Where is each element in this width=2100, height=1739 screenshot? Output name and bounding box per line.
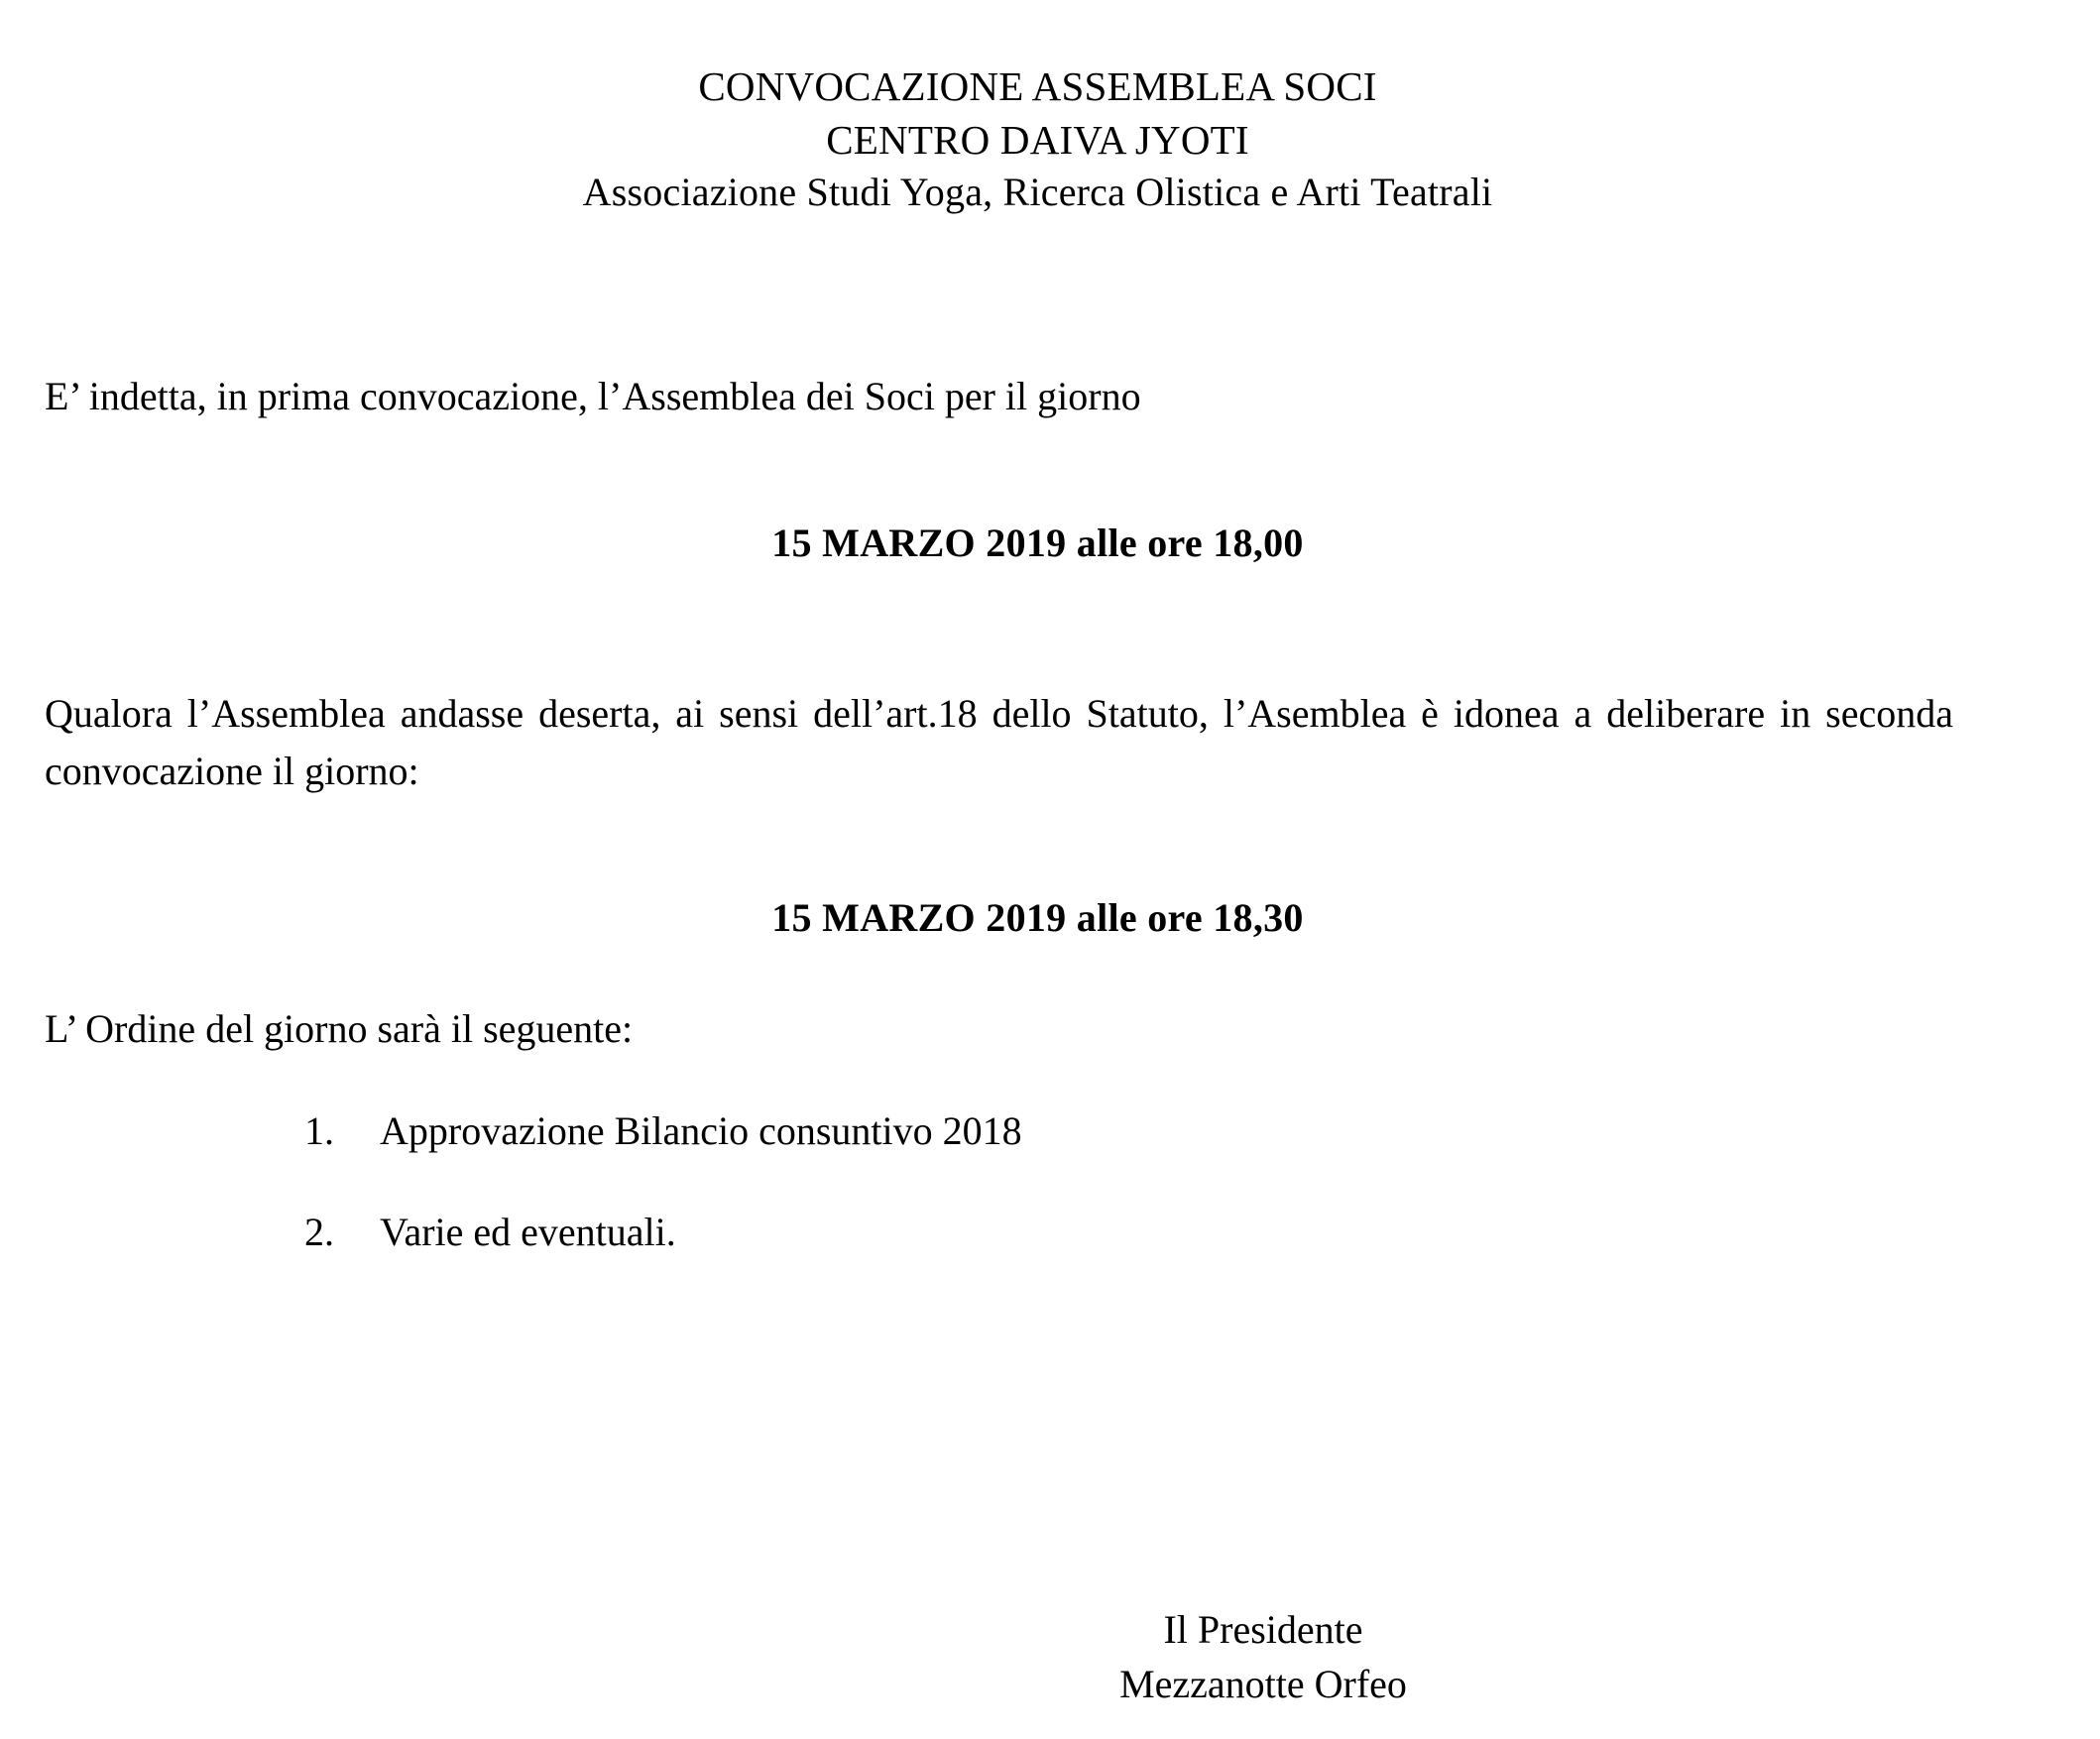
document-header: [45, 59, 2031, 219]
agenda-list: [45, 1103, 2031, 1260]
intro-paragraph: E’ indetta, in prima convocazione, l’Assemblea dei Soci per il giorno: [45, 374, 1141, 419]
list-item: [45, 1103, 2031, 1159]
second-call-datetime: 15 MARZO 2019 alle ore 18,30: [771, 895, 1304, 941]
agenda-intro: L’ Ordine del giorno sarà il seguente:: [45, 1006, 634, 1052]
spacer-before-second-call: [45, 800, 2031, 894]
list-item-number: 2.: [304, 1210, 334, 1255]
spacer-before-first-call: [45, 425, 2031, 520]
spacer-after-header: [45, 219, 2031, 368]
list-item-label: Varie ed eventuali.: [380, 1210, 676, 1255]
list-item-number: 1.: [304, 1108, 334, 1154]
header-title-line-2: CENTRO DAIVA JYOTI: [826, 117, 1249, 164]
spacer-before-agenda: [45, 941, 2031, 1000]
signature-role: Il Presidente: [1163, 1606, 1363, 1652]
second-call-paragraph: Qualora l’Assemblea andasse deserta, ai sensi dell’art.18 dello Statuto, l’Asemblea è idonea a deliberare in seconda convocazione il giorno:: [45, 691, 1953, 794]
first-call-datetime: 15 MARZO 2019 alle ore 18,00: [771, 521, 1304, 566]
list-item: [45, 1205, 2031, 1260]
signature-block: [0, 1602, 2100, 1711]
spacer-after-first-call: [45, 566, 2031, 685]
list-item-label: Approvazione Bilancio consuntivo 2018: [380, 1108, 1022, 1154]
header-subtitle: Associazione Studi Yoga, Ricerca Olistica e Arti Teatrali: [582, 170, 1493, 215]
signature-name: Mezzanotte Orfeo: [1119, 1661, 1407, 1706]
header-title-line-1: CONVOCAZIONE ASSEMBLEA SOCI: [698, 63, 1377, 109]
